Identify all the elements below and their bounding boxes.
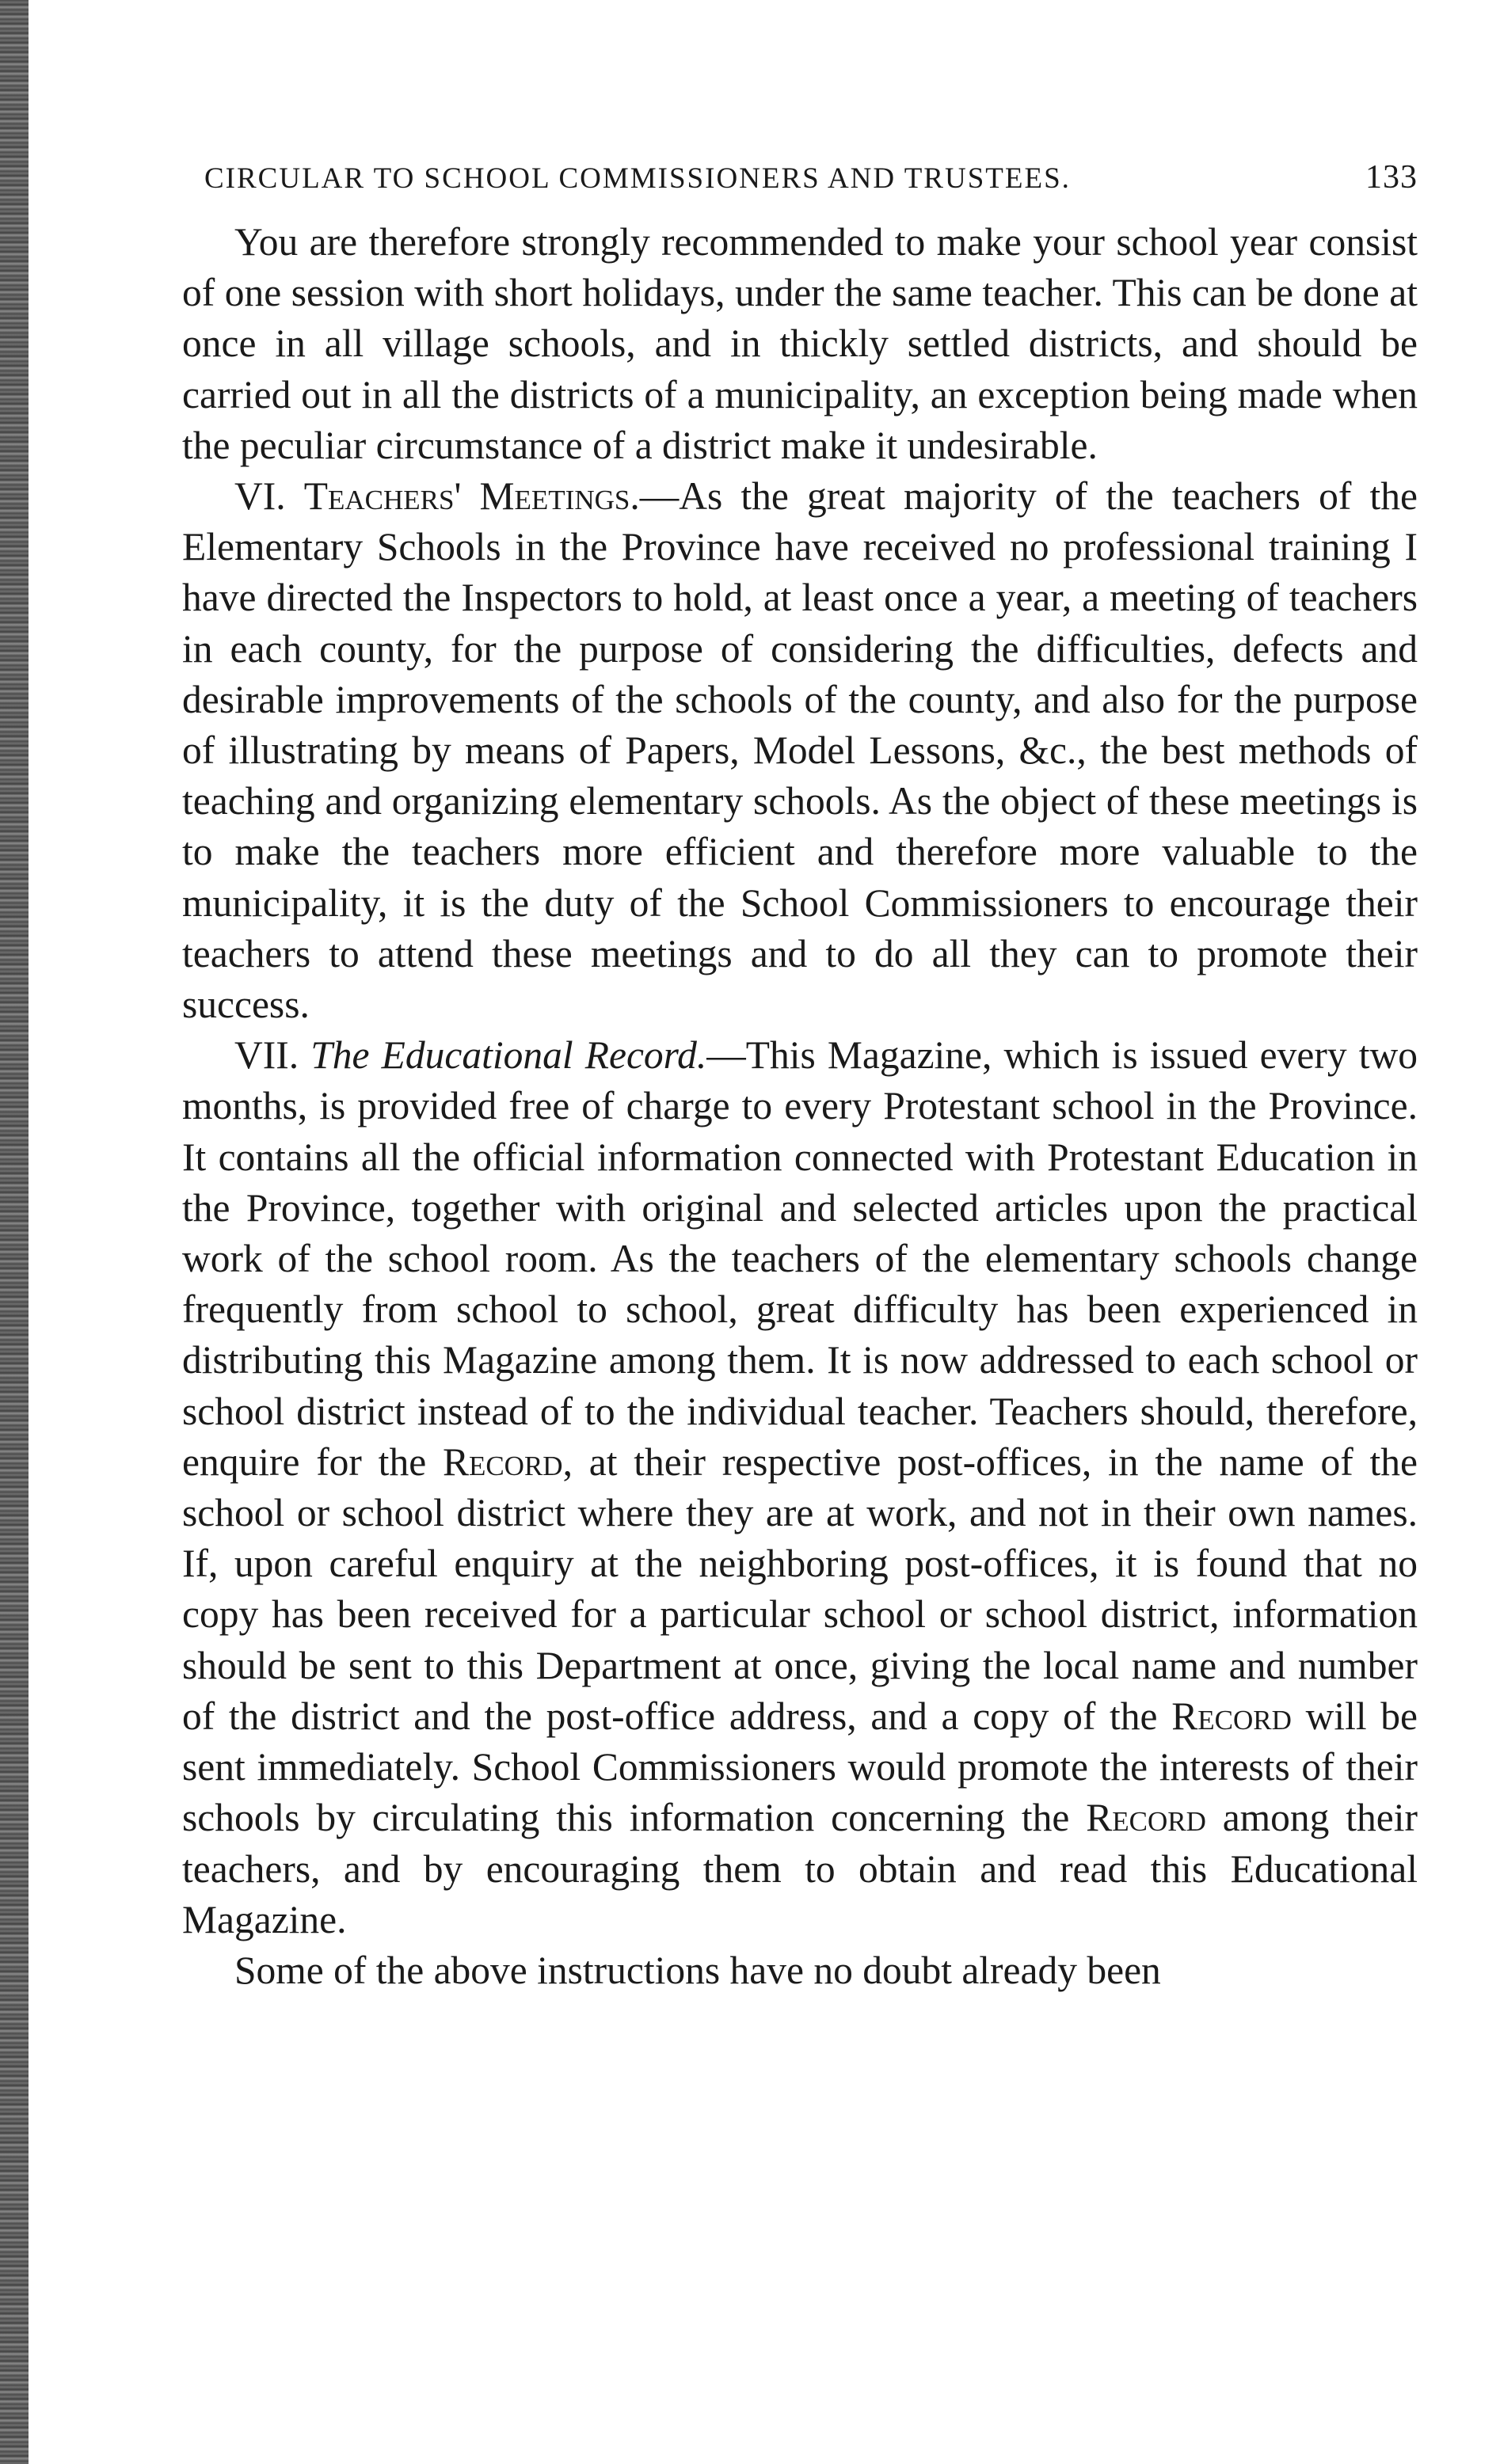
educational-record-text-d: among their teachers, and by encouraging them to obtain and read this Educational Magazine. (182, 1796, 1418, 1941)
page-binding-edge (0, 0, 29, 2464)
educational-record-text-c: will be sent immediately. School Commissioners would promote the interests of their schools by circulating this information concerning the (182, 1694, 1418, 1840)
record-term: Record (1171, 1694, 1292, 1738)
running-header (204, 158, 1418, 196)
record-term: Record (442, 1439, 563, 1484)
paragraph-teachers-meetings (182, 471, 1418, 1030)
paragraph-school-year: You are therefore strongly recommended to make your school year consist of one session with short holidays, under the same teacher. This can be done at once in all village schools, and in thickly settled districts, and should be carried out in all the districts of a municipality, an exception being made when the peculiar circumstance of a district make it undesirable. (182, 220, 1418, 467)
paragraph-educational-record (182, 1030, 1418, 1945)
running-title: CIRCULAR TO SCHOOL COMMISSIONERS AND TRUSTEES. (204, 162, 1071, 195)
book-page (182, 158, 1418, 1996)
teachers-meetings-text: —As the great majority of the teachers of the Elementary Schools in the Province have received no professional training I have directed the Inspectors to hold, at least once a year, a meeting of teachers in each county, for the purpose of considering the difficulties, defects and desirable improvements of the schools of the county, and also for the purpose of illustrating by means of Papers, Model Lessons, &c., the best methods of teaching and organizing elementary schools. As the object of these meetings is to make the teachers more efficient and therefore more valuable to the municipality, it is the duty of the School Commissioners to encourage their teachers to attend these meetings and to do all they can to promote their success. (182, 474, 1418, 1027)
section-heading-teachers-meetings: Teachers' Meetings. (303, 474, 640, 519)
page-number: 133 (1365, 159, 1418, 196)
paragraph-closing: Some of the above instructions have no doubt already been (234, 1948, 1161, 1992)
record-term: Record (1086, 1796, 1206, 1840)
section-heading-educational-record: The Educational Record. (310, 1033, 707, 1078)
section-number-vi: VI. (234, 474, 286, 519)
educational-record-text-a: —This Magazine, which is issued every two months, is provided free of charge to every Protestant school in the Province. It contains all the official information connected with Protestant Education in the Province, together with original and selected articles upon the practical work of the school room. As the teachers of the elementary schools change frequently from school to school, great difficulty has been experienced in distributing this Magazine among them. It is now addressed to each school or school district instead of to the individual teacher. Teachers should, therefore, enquire for the (182, 1033, 1418, 1484)
section-number-vii: VII. (234, 1033, 299, 1078)
educational-record-text-b: , at their respective post-offices, in the name of the school or school district where they are at work, and not in their own names. If, upon careful enquiry at the neighboring post-offices, it is found that no copy has been received for a particular school or school district, information should be sent to this Department at once, giving the local name and number of the district and the post-office address, and a copy of the (182, 1439, 1418, 1738)
